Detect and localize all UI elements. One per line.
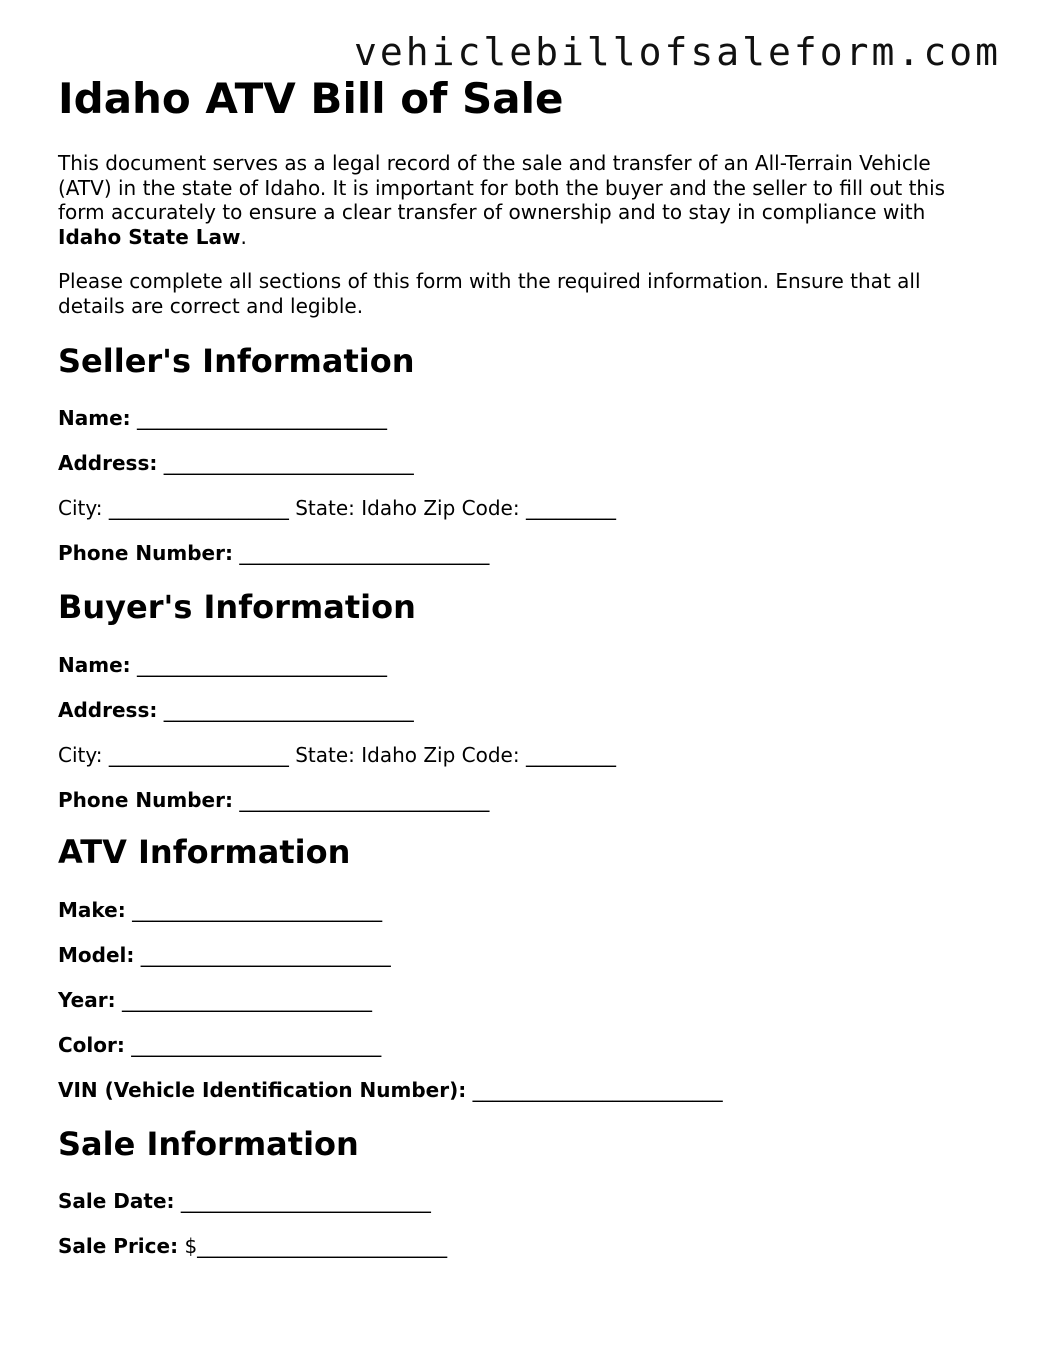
atv-model-field[interactable] xyxy=(58,943,391,967)
buyer-name-label: Name: xyxy=(58,653,131,677)
atv-model-label: Model: xyxy=(58,943,135,967)
atv-model-blank[interactable]: _________________________ xyxy=(140,943,391,967)
atv-year-field[interactable] xyxy=(58,988,372,1012)
page-title: Idaho ATV Bill of Sale xyxy=(58,74,564,123)
intro-end: . xyxy=(240,224,247,249)
buyer-heading: Buyer's Information xyxy=(58,588,416,626)
seller-phone-field[interactable] xyxy=(58,541,489,565)
atv-make-field[interactable] xyxy=(58,898,382,922)
seller-name-field[interactable] xyxy=(58,406,387,430)
atv-color-field[interactable] xyxy=(58,1033,381,1057)
buyer-address-blank[interactable]: _________________________ xyxy=(163,698,414,722)
buyer-name-field[interactable] xyxy=(58,653,387,677)
atv-make-blank[interactable]: _________________________ xyxy=(132,898,383,922)
atv-color-blank[interactable]: _________________________ xyxy=(131,1033,382,1057)
seller-phone-label: Phone Number: xyxy=(58,541,233,565)
sale-date-blank[interactable]: _________________________ xyxy=(180,1189,431,1213)
sale-heading: Sale Information xyxy=(58,1125,359,1163)
seller-city-state-zip[interactable]: City: __________________ State: Idaho Zip Code: _________ xyxy=(58,496,616,520)
buyer-phone-blank[interactable]: _________________________ xyxy=(239,788,490,812)
seller-name-label: Name: xyxy=(58,406,131,430)
atv-vin-label: VIN (Vehicle Identification Number): xyxy=(58,1078,467,1102)
buyer-address-label: Address: xyxy=(58,698,158,722)
atv-vin-blank[interactable]: _________________________ xyxy=(472,1078,723,1102)
atv-color-label: Color: xyxy=(58,1033,125,1057)
sale-date-label: Sale Date: xyxy=(58,1189,175,1213)
instructions-paragraph: Please complete all sections of this form with the required information. Ensure that all details are correct and legible. xyxy=(58,269,921,318)
seller-heading: Seller's Information xyxy=(58,342,415,380)
intro-bold-law: Idaho State Law xyxy=(58,224,241,249)
atv-year-label: Year: xyxy=(58,988,116,1012)
seller-address-blank[interactable]: _________________________ xyxy=(163,451,414,475)
seller-name-blank[interactable]: _________________________ xyxy=(137,406,387,430)
buyer-city-state-zip[interactable]: City: __________________ State: Idaho Zip Code: _________ xyxy=(58,743,616,767)
seller-phone-blank[interactable]: _________________________ xyxy=(239,541,490,565)
sale-date-field[interactable] xyxy=(58,1189,431,1213)
sale-price-label: Sale Price: xyxy=(58,1234,179,1258)
atv-make-label: Make: xyxy=(58,898,126,922)
buyer-address-field[interactable] xyxy=(58,698,414,722)
seller-address-field[interactable] xyxy=(58,451,414,475)
sale-price-field[interactable] xyxy=(58,1234,447,1258)
buyer-phone-field[interactable] xyxy=(58,788,489,812)
atv-vin-field[interactable] xyxy=(58,1078,723,1102)
intro-paragraph xyxy=(58,151,978,249)
atv-heading: ATV Information xyxy=(58,833,351,871)
sale-price-blank[interactable]: $_________________________ xyxy=(184,1234,448,1258)
site-watermark: vehiclebillofsaleform.com xyxy=(354,30,1001,74)
buyer-name-blank[interactable]: _________________________ xyxy=(137,653,387,677)
atv-year-blank[interactable]: _________________________ xyxy=(121,988,372,1012)
seller-address-label: Address: xyxy=(58,451,158,475)
buyer-phone-label: Phone Number: xyxy=(58,788,233,812)
intro-text: This document serves as a legal record of the sale and transfer of an All-Terrain Vehicle (ATV) in the state of Idaho. It is important for both the buyer and the seller to fill out this form accurately to ensure a clear transfer of ownership and to stay in compliance with xyxy=(58,151,946,224)
